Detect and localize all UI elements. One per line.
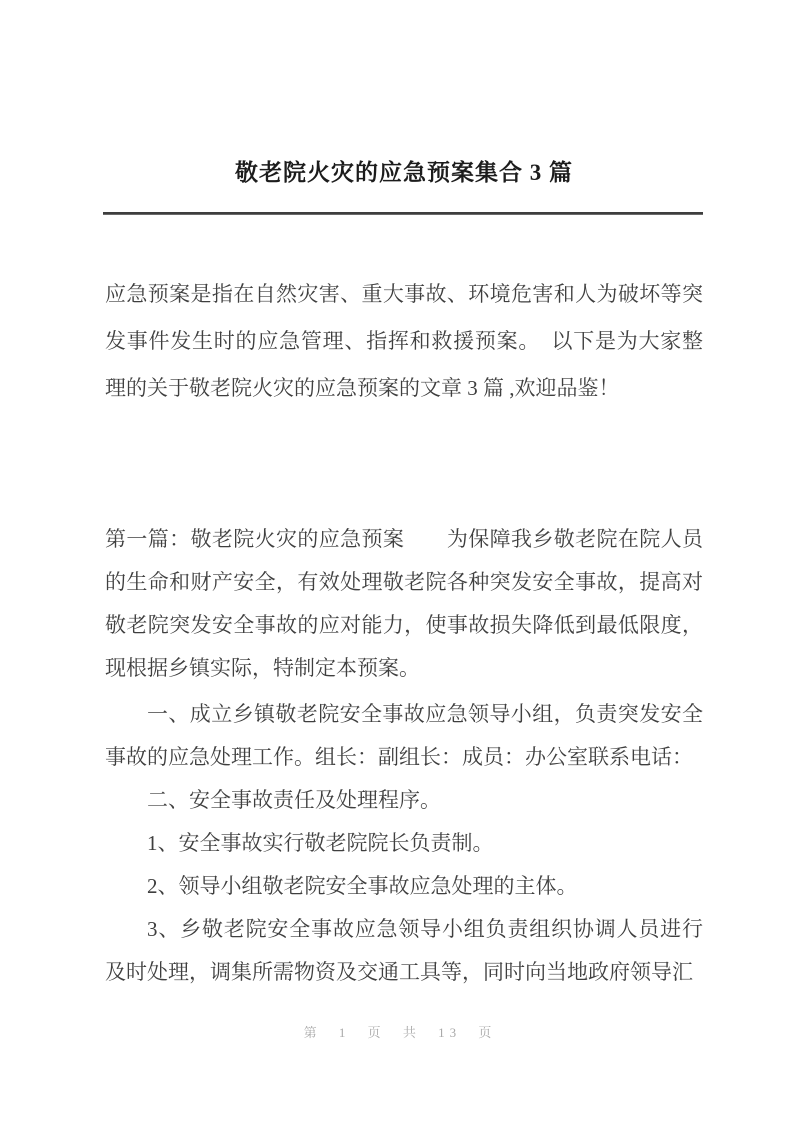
document-content <box>105 0 703 994</box>
body-paragraph-1: 第一篇：敬老院火灾的应急预案 为保障我乡敬老院在院人员的生命和财产安全，有效处理敬老院各种突发安全事故，提高对敬老院突发安全事故的应对能力，使事故损失降低到最低限度，现根据乡镇实际，特制定本预案。 <box>105 527 703 680</box>
title-divider <box>103 212 703 215</box>
page-number-label: 第 1 页 共 13 页 <box>303 1025 497 1040</box>
body-paragraph-6: 3、乡敬老院安全事故应急领导小组负责组织协调人员进行及时处理，调集所需物资及交通工具等，同时向当地政府领导汇 <box>105 917 703 984</box>
body-paragraph-2: 一、成立乡镇敬老院安全事故应急领导小组，负责突发安全事故的应急处理工作。组长：副组长：成员：办公室联系电话： <box>105 702 703 769</box>
document-title: 敬老院火灾的应急预案集合 3 篇 <box>235 160 573 185</box>
body-paragraph-4: 1、安全事故实行敬老院院长负责制。 <box>147 831 494 855</box>
body-paragraph-5: 2、领导小组敬老院安全事故应急处理的主体。 <box>147 874 578 898</box>
page-footer <box>0 1022 800 1041</box>
body-paragraph-3: 二、安全事故责任及处理程序。 <box>147 788 441 812</box>
intro-paragraph: 应急预案是指在自然灾害、重大事故、环境危害和人为破坏等突发事件发生时的应急管理、指挥和救援预案。 以下是为大家整理的关于敬老院火灾的应急预案的文章 3 篇 ,欢迎品鉴！ <box>105 282 703 400</box>
